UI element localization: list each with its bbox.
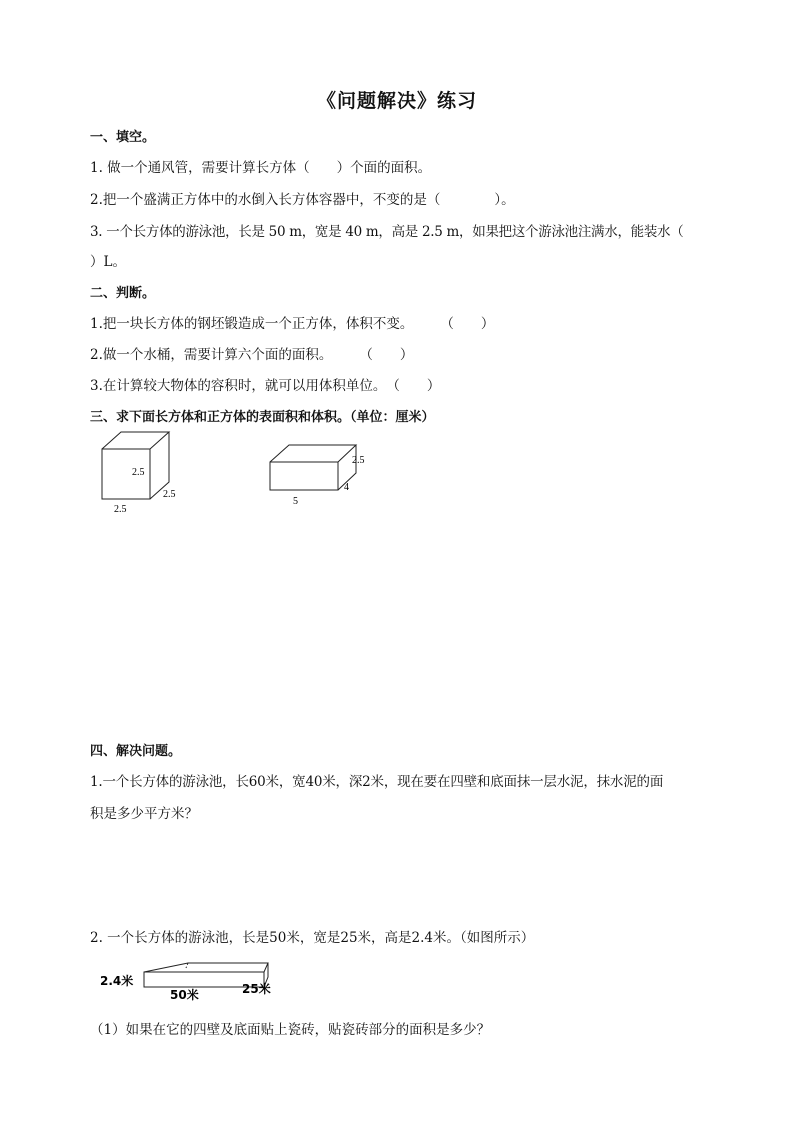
fill-question-3-line-2: ）L。 xyxy=(90,254,126,270)
cube-height-label: 2.5 xyxy=(132,467,145,478)
cube-depth-label: 2.5 xyxy=(163,489,176,500)
section-3-heading: 三、求下面长方体和正方体的表面积和体积。（单位：厘米） xyxy=(90,410,435,425)
fill-question-3-line-1: 3. 一个长方体的游泳池，长是 50 m，宽是 40 m，高是 2.5 m，如果把这个游泳池注满水，能装水（ xyxy=(90,224,684,240)
cuboid-length-label: 5 xyxy=(293,496,298,507)
problem-2-sub-1: （1）如果在它的四壁及底面贴上瓷砖，贴瓷砖部分的面积是多少？ xyxy=(90,1022,491,1038)
pool-top-face xyxy=(144,963,268,972)
section-4-heading: 四、解决问题。 xyxy=(90,744,182,759)
cuboid-depth-label: 4 xyxy=(344,482,349,493)
cuboid-height-label: 2.5 xyxy=(352,455,365,466)
pool-height-label: 2.4米 xyxy=(100,974,134,988)
problem-1-line-2: 积是多少平方米？ xyxy=(90,806,198,822)
judge-question-2: 2.做一个水桶，需要计算六个面的面积。 （ ） xyxy=(90,347,414,363)
section-2-heading: 二、判断。 xyxy=(90,286,156,301)
pool-length-label: 50米 xyxy=(170,988,199,1002)
judge-question-3: 3.在计算较大物体的容积时，就可以用体积单位。 （ ） xyxy=(90,378,441,394)
fill-question-1: 1. 做一个通风管，需要计算长方体（ ）个面的面积。 xyxy=(90,160,432,176)
pool-width-label: 25米 xyxy=(242,982,271,996)
cube-figure xyxy=(90,425,200,520)
judge-question-1: 1.把一块长方体的钢坯锻造成一个正方体，体积不变。 （ ） xyxy=(90,316,495,332)
pool-figure xyxy=(98,955,288,1005)
cube-width-label: 2.5 xyxy=(114,504,127,515)
fill-question-2: 2.把一个盛满正方体中的水倒入长方体容器中，不变的是（ ）。 xyxy=(90,192,515,208)
page-title: 《问题解决》练习 xyxy=(316,90,477,112)
cuboid-top-face xyxy=(270,445,356,462)
problem-1-line-1: 1.一个长方体的游泳池，长60米，宽40米，深2米，现在要在四壁和底面抹一层水泥，抹水泥的面 xyxy=(90,774,664,790)
cube-top-face xyxy=(102,432,169,449)
cuboid-figure xyxy=(262,435,372,515)
section-1-heading: 一、填空。 xyxy=(90,130,156,145)
cuboid-front-face xyxy=(270,462,338,490)
problem-2-text: 2. 一个长方体的游泳池，长是50米，宽是25米，高是2.4米。（如图所示） xyxy=(90,930,535,946)
